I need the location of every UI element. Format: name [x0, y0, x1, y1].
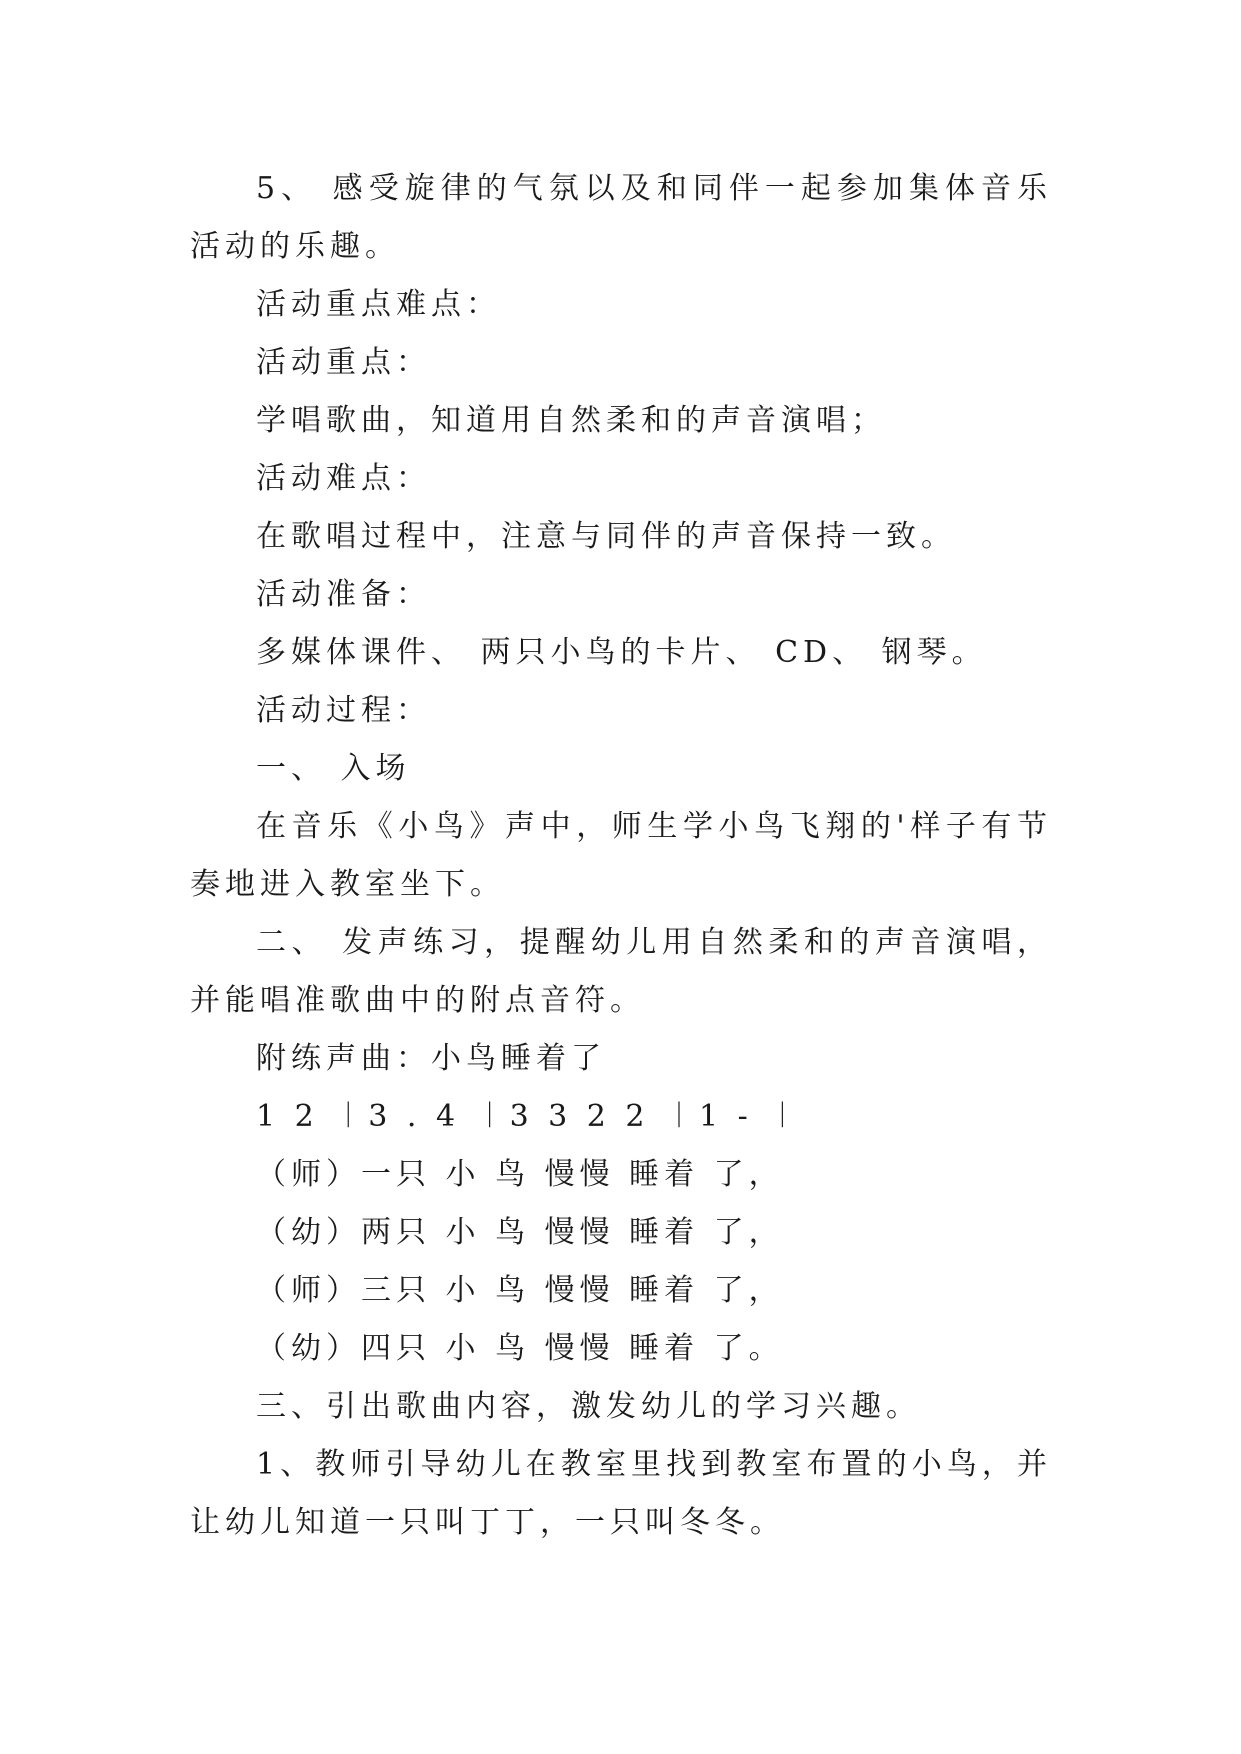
paragraph-preparation-heading: 活动准备： [256, 577, 431, 612]
paragraph-key-points: 学唱歌曲，知道用自然柔和的声音演唱； [256, 403, 886, 438]
paragraph-difficult-points: 在歌唱过程中，注意与同伴的声音保持一致。 [256, 519, 956, 554]
paragraph-lyric-line-4: （幼）四只 小 鸟 慢慢 睡着 了。 [256, 1331, 784, 1366]
paragraph-key-difficult-points-heading: 活动重点难点： [256, 287, 501, 322]
paragraph-step-1-body: 在音乐《小鸟》声中，师生学小鸟飞翔的'样子有节奏地进入教室坐下。 [190, 809, 1052, 902]
paragraph-lyric-line-3: （师）三只 小 鸟 慢慢 睡着 了， [256, 1273, 784, 1308]
paragraph-step-1-heading: 一、 入场 [256, 751, 411, 786]
document-body [190, 160, 1052, 1552]
paragraph-step-3: 三、引出歌曲内容，激发幼儿的学习兴趣。 [256, 1389, 921, 1424]
paragraph-key-points-heading: 活动重点： [256, 345, 431, 380]
paragraph-step-3-item-1: 1、教师引导幼儿在教室里找到教室布置的小鸟，并让幼儿知道一只叫丁丁，一只叫冬冬。 [190, 1447, 1052, 1540]
paragraph-preparation: 多媒体课件、 两只小鸟的卡片、 CD、 钢琴。 [256, 635, 987, 670]
paragraph-difficult-points-heading: 活动难点： [256, 461, 431, 496]
paragraph-lyric-line-2: （幼）两只 小 鸟 慢慢 睡着 了， [256, 1215, 784, 1250]
paragraph-notation: 1 2 ︱3 . 4 ︱3 3 2 2 ︱1 - ︱ [256, 1099, 803, 1134]
paragraph-objective-5: 5、 感受旋律的气氛以及和同伴一起参加集体音乐活动的乐趣。 [190, 171, 1052, 264]
paragraph-process-heading: 活动过程： [256, 693, 431, 728]
paragraph-vocal-song-title: 附练声曲：小鸟睡着了 [256, 1041, 606, 1076]
paragraph-step-2: 二、 发声练习，提醒幼儿用自然柔和的声音演唱，并能唱准歌曲中的附点音符。 [190, 925, 1052, 1018]
paragraph-lyric-line-1: （师）一只 小 鸟 慢慢 睡着 了， [256, 1157, 784, 1192]
